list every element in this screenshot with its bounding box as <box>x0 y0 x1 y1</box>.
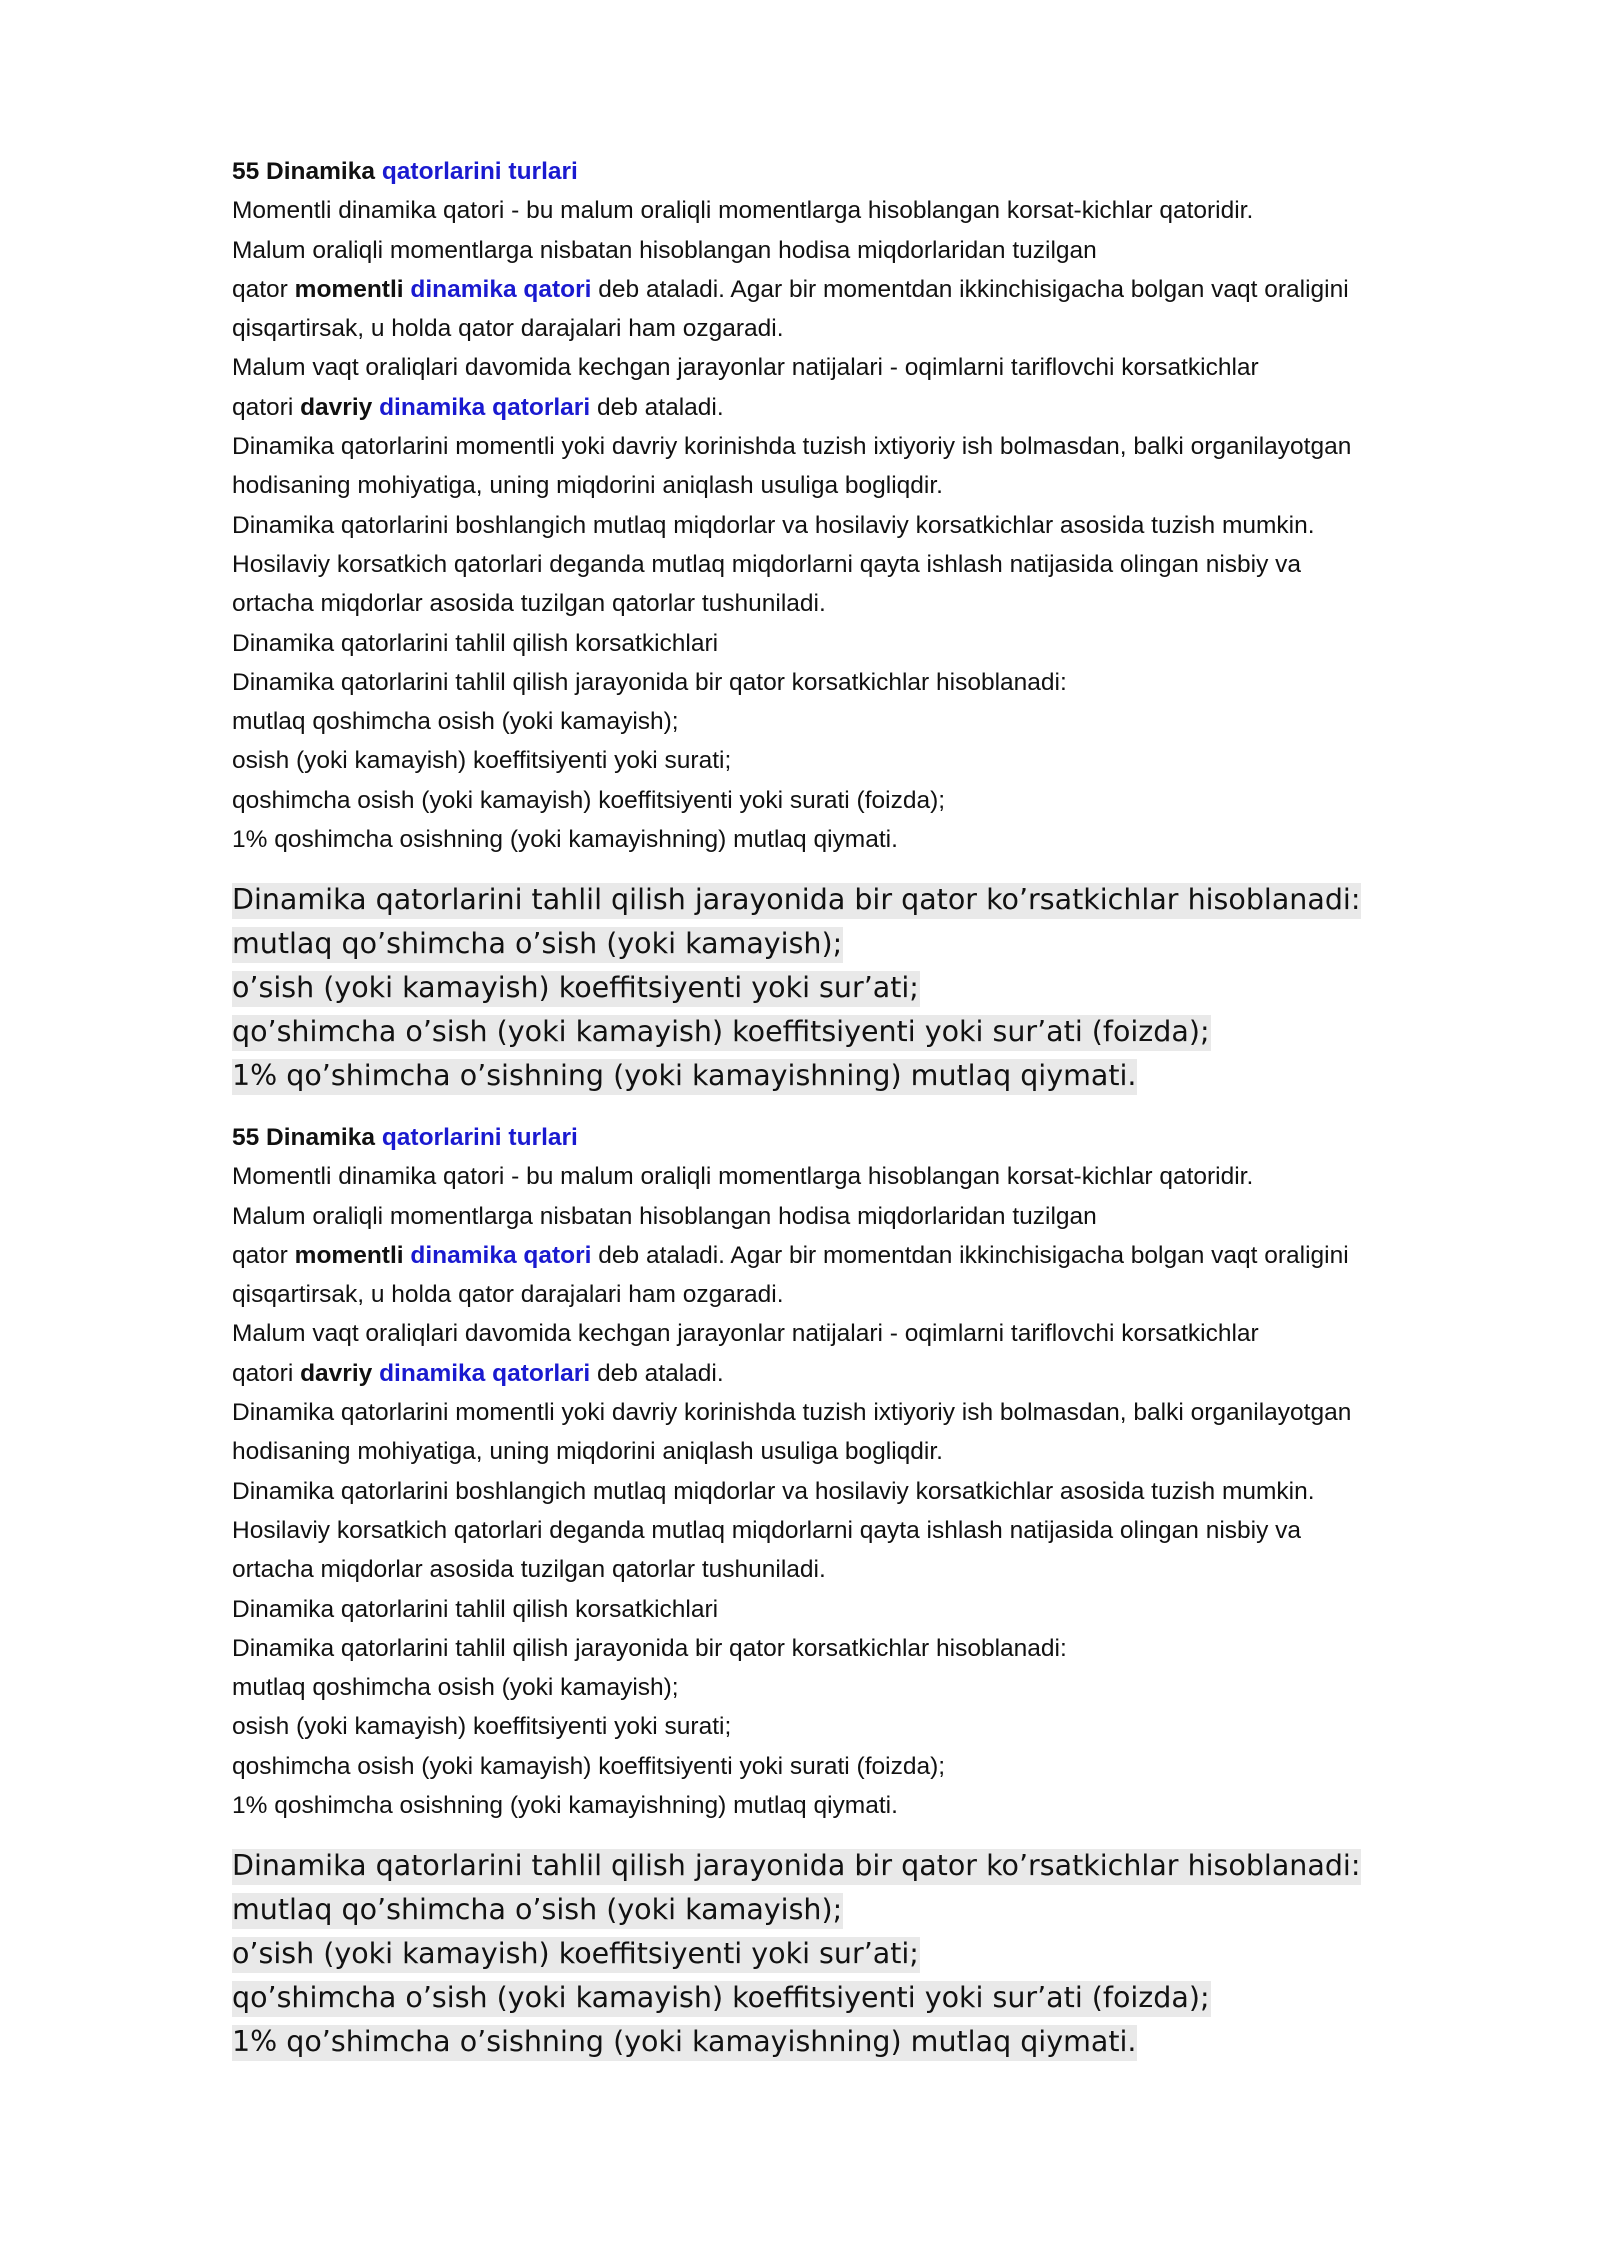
paragraph-line: ortacha miqdorlar asosida tuzilgan qatorlar tushuniladi. <box>232 590 826 618</box>
term-link[interactable]: dinamika qatori <box>410 275 592 303</box>
paragraph-line: Malum vaqt oraliqlari davomida kechgan jarayonlar natijalari - oqimlarni tariflovchi korsatkichlar <box>232 1320 1259 1348</box>
paragraph-line-mixed: qator momentli dinamika qatori deb ataladi. Agar bir momentdan ikkinchisigacha bolgan vaqt oraligini <box>232 275 1349 303</box>
paragraph-line: osish (yoki kamayish) koeffitsiyenti yoki surati; <box>232 1713 732 1741</box>
term-link[interactable]: dinamika qatori <box>410 1241 592 1269</box>
paragraph-line: Malum oraliqli momentlarga nisbatan hisoblangan hodisa miqdorlaridan tuzilgan <box>232 236 1097 264</box>
section-1 <box>232 152 1532 859</box>
paragraph-line: Hosilaviy korsatkich qatorlari deganda mutlaq miqdorlarni qayta ishlash natijasida olingan nisbiy va <box>232 1516 1302 1544</box>
paragraph-line: qoshimcha osish (yoki kamayish) koeffitsiyenti yoki surati (foizda); <box>232 1752 946 1780</box>
highlighted-line: 1% qo’shimcha o’sishning (yoki kamayishning) mutlaq qiymati. <box>232 2020 1361 2064</box>
highlighted-block-1 <box>232 878 1361 1098</box>
heading-text: 55 Dinamika <box>232 1124 382 1151</box>
highlighted-line: mutlaq qo’shimcha o’sish (yoki kamayish); <box>232 1888 1361 1932</box>
paragraph-line: mutlaq qoshimcha osish (yoki kamayish); <box>232 1674 679 1702</box>
highlighted-line: mutlaq qo’shimcha o’sish (yoki kamayish); <box>232 922 1361 966</box>
paragraph-line: qoshimcha osish (yoki kamayish) koeffitsiyenti yoki surati (foizda); <box>232 786 946 814</box>
paragraph-line: Dinamika qatorlarini tahlil qilish jarayonida bir qator korsatkichlar hisoblanadi: <box>232 1634 1067 1662</box>
paragraph-line: Dinamika qatorlarini momentli yoki davriy korinishda tuzish ixtiyoriy ish bolmasdan, balki organilayotgan <box>232 1399 1352 1427</box>
highlighted-line: o’sish (yoki kamayish) koeffitsiyenti yoki sur’ati; <box>232 966 1361 1010</box>
paragraph-line-mixed: qatori davriy dinamika qatorlari deb ataladi. <box>232 393 724 421</box>
term-link[interactable]: dinamika qatorlari <box>379 1359 591 1387</box>
paragraph-line: Momentli dinamika qatori - bu malum oraliqli momentlarga hisoblangan korsat-kichlar qatoridir. <box>232 197 1254 225</box>
bold-term: davriy <box>300 393 373 421</box>
paragraph-line: hodisaning mohiyatiga, uning miqdorini aniqlash usuliga bogliqdir. <box>232 1438 943 1466</box>
paragraph-line: ortacha miqdorlar asosida tuzilgan qatorlar tushuniladi. <box>232 1556 826 1584</box>
section-heading <box>232 1118 1532 1157</box>
paragraph-line-mixed: qatori davriy dinamika qatorlari deb ataladi. <box>232 1359 724 1387</box>
highlighted-line: qo’shimcha o’sish (yoki kamayish) koeffitsiyenti yoki sur’ati (foizda); <box>232 1010 1361 1054</box>
highlighted-line: Dinamika qatorlarini tahlil qilish jarayonida bir qator ko’rsatkichlar hisoblanadi: <box>232 1844 1361 1888</box>
highlighted-line: qo’shimcha o’sish (yoki kamayish) koeffitsiyenti yoki sur’ati (foizda); <box>232 1976 1361 2020</box>
paragraph-line: Dinamika qatorlarini boshlangich mutlaq miqdorlar va hosilaviy korsatkichlar asosida tuzish mumkin. <box>232 511 1315 539</box>
paragraph-line: qisqartirsak, u holda qator darajalari ham ozgaradi. <box>232 315 784 343</box>
paragraph-line: Dinamika qatorlarini tahlil qilish korsatkichlari <box>232 1595 719 1623</box>
section-2 <box>232 1118 1532 1825</box>
paragraph-line: Dinamika qatorlarini tahlil qilish jarayonida bir qator korsatkichlar hisoblanadi: <box>232 668 1067 696</box>
paragraph-line-mixed: qator momentli dinamika qatori deb ataladi. Agar bir momentdan ikkinchisigacha bolgan vaqt oraligini <box>232 1241 1349 1269</box>
paragraph-line: Hosilaviy korsatkich qatorlari deganda mutlaq miqdorlarni qayta ishlash natijasida olingan nisbiy va <box>232 550 1302 578</box>
paragraph-line: 1% qoshimcha osishning (yoki kamayishning) mutlaq qiymati. <box>232 826 898 854</box>
heading-text: 55 Dinamika <box>232 158 382 185</box>
paragraph-line: Momentli dinamika qatori - bu malum oraliqli momentlarga hisoblangan korsat-kichlar qatoridir. <box>232 1163 1254 1191</box>
paragraph-line: Malum oraliqli momentlarga nisbatan hisoblangan hodisa miqdorlaridan tuzilgan <box>232 1202 1097 1230</box>
highlighted-line: Dinamika qatorlarini tahlil qilish jarayonida bir qator ko’rsatkichlar hisoblanadi: <box>232 878 1361 922</box>
paragraph-line: hodisaning mohiyatiga, uning miqdorini aniqlash usuliga bogliqdir. <box>232 472 943 500</box>
highlighted-line: o’sish (yoki kamayish) koeffitsiyenti yoki sur’ati; <box>232 1932 1361 1976</box>
paragraph-line: qisqartirsak, u holda qator darajalari ham ozgaradi. <box>232 1281 784 1309</box>
bold-term: davriy <box>300 1359 373 1387</box>
highlighted-block-2 <box>232 1844 1361 2064</box>
highlighted-line: 1% qo’shimcha o’sishning (yoki kamayishning) mutlaq qiymati. <box>232 1054 1361 1098</box>
heading-link[interactable]: qatorlarini turlari <box>381 158 578 185</box>
paragraph-line: mutlaq qoshimcha osish (yoki kamayish); <box>232 708 679 736</box>
section-heading <box>232 152 1532 191</box>
term-link[interactable]: dinamika qatorlari <box>379 393 591 421</box>
paragraph-line: Dinamika qatorlarini tahlil qilish korsatkichlari <box>232 629 719 657</box>
paragraph-line: 1% qoshimcha osishning (yoki kamayishning) mutlaq qiymati. <box>232 1792 898 1820</box>
bold-term: momentli <box>294 1241 404 1269</box>
paragraph-line: Dinamika qatorlarini boshlangich mutlaq miqdorlar va hosilaviy korsatkichlar asosida tuzish mumkin. <box>232 1477 1315 1505</box>
paragraph-line: Malum vaqt oraliqlari davomida kechgan jarayonlar natijalari - oqimlarni tariflovchi korsatkichlar <box>232 354 1259 382</box>
paragraph-line: Dinamika qatorlarini momentli yoki davriy korinishda tuzish ixtiyoriy ish bolmasdan, balki organilayotgan <box>232 433 1352 461</box>
paragraph-line: osish (yoki kamayish) koeffitsiyenti yoki surati; <box>232 747 732 775</box>
heading-link[interactable]: qatorlarini turlari <box>381 1124 578 1151</box>
bold-term: momentli <box>294 275 404 303</box>
